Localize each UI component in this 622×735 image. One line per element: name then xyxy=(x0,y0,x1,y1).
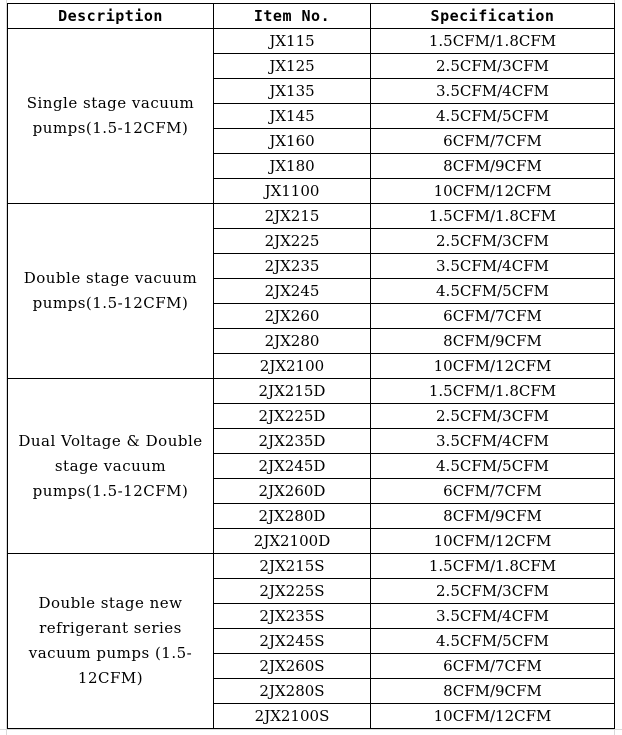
item-no-cell[interactable]: JX180 xyxy=(214,154,371,179)
table-row xyxy=(8,379,615,404)
item-no-cell[interactable]: JX145 xyxy=(214,104,371,129)
item-no-cell[interactable]: 2JX260 xyxy=(214,304,371,329)
specification-cell[interactable]: 8CFM/9CFM xyxy=(371,154,615,179)
item-no-cell[interactable]: 2JX260S xyxy=(214,654,371,679)
specification-cell[interactable]: 3.5CFM/4CFM xyxy=(371,79,615,104)
item-no-cell[interactable]: 2JX280 xyxy=(214,329,371,354)
item-no-cell[interactable]: 2JX215 xyxy=(214,204,371,229)
description-cell[interactable]: Single stage vacuum pumps(1.5-12CFM) xyxy=(8,29,214,204)
table-row xyxy=(8,554,615,579)
specification-cell[interactable]: 8CFM/9CFM xyxy=(371,329,615,354)
specification-cell[interactable]: 3.5CFM/4CFM xyxy=(371,429,615,454)
specification-cell[interactable]: 10CFM/12CFM xyxy=(371,704,615,729)
header-row xyxy=(8,4,615,29)
item-no-cell[interactable]: 2JX280S xyxy=(214,679,371,704)
item-no-cell[interactable]: 2JX225D xyxy=(214,404,371,429)
item-no-cell[interactable]: JX160 xyxy=(214,129,371,154)
header-item-no[interactable]: Item No. xyxy=(214,4,371,29)
item-no-cell[interactable]: 2JX2100S xyxy=(214,704,371,729)
item-no-cell[interactable]: 2JX235 xyxy=(214,254,371,279)
specification-cell[interactable]: 4.5CFM/5CFM xyxy=(371,629,615,654)
specification-cell[interactable]: 2.5CFM/3CFM xyxy=(371,229,615,254)
specification-cell[interactable]: 1.5CFM/1.8CFM xyxy=(371,29,615,54)
specification-cell[interactable]: 2.5CFM/3CFM xyxy=(371,54,615,79)
specification-cell[interactable]: 10CFM/12CFM xyxy=(371,354,615,379)
specification-cell[interactable]: 6CFM/7CFM xyxy=(371,304,615,329)
item-no-cell[interactable]: 2JX2100D xyxy=(214,529,371,554)
table-row xyxy=(8,204,615,229)
specification-cell[interactable]: 2.5CFM/3CFM xyxy=(371,579,615,604)
specification-cell[interactable]: 2.5CFM/3CFM xyxy=(371,404,615,429)
grid-line xyxy=(0,729,622,730)
product-spec-table xyxy=(7,3,615,729)
specification-cell[interactable]: 4.5CFM/5CFM xyxy=(371,454,615,479)
item-no-cell[interactable]: 2JX245D xyxy=(214,454,371,479)
specification-cell[interactable]: 10CFM/12CFM xyxy=(371,179,615,204)
header-specification[interactable]: Specification xyxy=(371,4,615,29)
description-cell[interactable]: Double stage vacuum pumps(1.5-12CFM) xyxy=(8,204,214,379)
specification-cell[interactable]: 8CFM/9CFM xyxy=(371,504,615,529)
specification-cell[interactable]: 4.5CFM/5CFM xyxy=(371,104,615,129)
item-no-cell[interactable]: 2JX225 xyxy=(214,229,371,254)
item-no-cell[interactable]: JX115 xyxy=(214,29,371,54)
specification-cell[interactable]: 6CFM/7CFM xyxy=(371,129,615,154)
table-row xyxy=(8,29,615,54)
item-no-cell[interactable]: 2JX260D xyxy=(214,479,371,504)
specification-cell[interactable]: 1.5CFM/1.8CFM xyxy=(371,204,615,229)
item-no-cell[interactable]: 2JX2100 xyxy=(214,354,371,379)
item-no-cell[interactable]: 2JX245 xyxy=(214,279,371,304)
item-no-cell[interactable]: JX1100 xyxy=(214,179,371,204)
specification-cell[interactable]: 3.5CFM/4CFM xyxy=(371,254,615,279)
specification-cell[interactable]: 10CFM/12CFM xyxy=(371,529,615,554)
specification-cell[interactable]: 6CFM/7CFM xyxy=(371,654,615,679)
specification-cell[interactable]: 1.5CFM/1.8CFM xyxy=(371,379,615,404)
header-description[interactable]: Description xyxy=(8,4,214,29)
description-cell[interactable]: Dual Voltage & Double stage vacuum pumps(1.5-12CFM) xyxy=(8,379,214,554)
item-no-cell[interactable]: 2JX245S xyxy=(214,629,371,654)
item-no-cell[interactable]: 2JX215D xyxy=(214,379,371,404)
table-body xyxy=(8,29,615,729)
specification-cell[interactable]: 3.5CFM/4CFM xyxy=(371,604,615,629)
item-no-cell[interactable]: JX135 xyxy=(214,79,371,104)
item-no-cell[interactable]: JX125 xyxy=(214,54,371,79)
description-cell[interactable]: Double stage new refrigerant series vacuum pumps (1.5-12CFM) xyxy=(8,554,214,729)
item-no-cell[interactable]: 2JX225S xyxy=(214,579,371,604)
specification-cell[interactable]: 6CFM/7CFM xyxy=(371,479,615,504)
item-no-cell[interactable]: 2JX215S xyxy=(214,554,371,579)
item-no-cell[interactable]: 2JX280D xyxy=(214,504,371,529)
specification-cell[interactable]: 4.5CFM/5CFM xyxy=(371,279,615,304)
specification-cell[interactable]: 8CFM/9CFM xyxy=(371,679,615,704)
item-no-cell[interactable]: 2JX235S xyxy=(214,604,371,629)
item-no-cell[interactable]: 2JX235D xyxy=(214,429,371,454)
specification-cell[interactable]: 1.5CFM/1.8CFM xyxy=(371,554,615,579)
